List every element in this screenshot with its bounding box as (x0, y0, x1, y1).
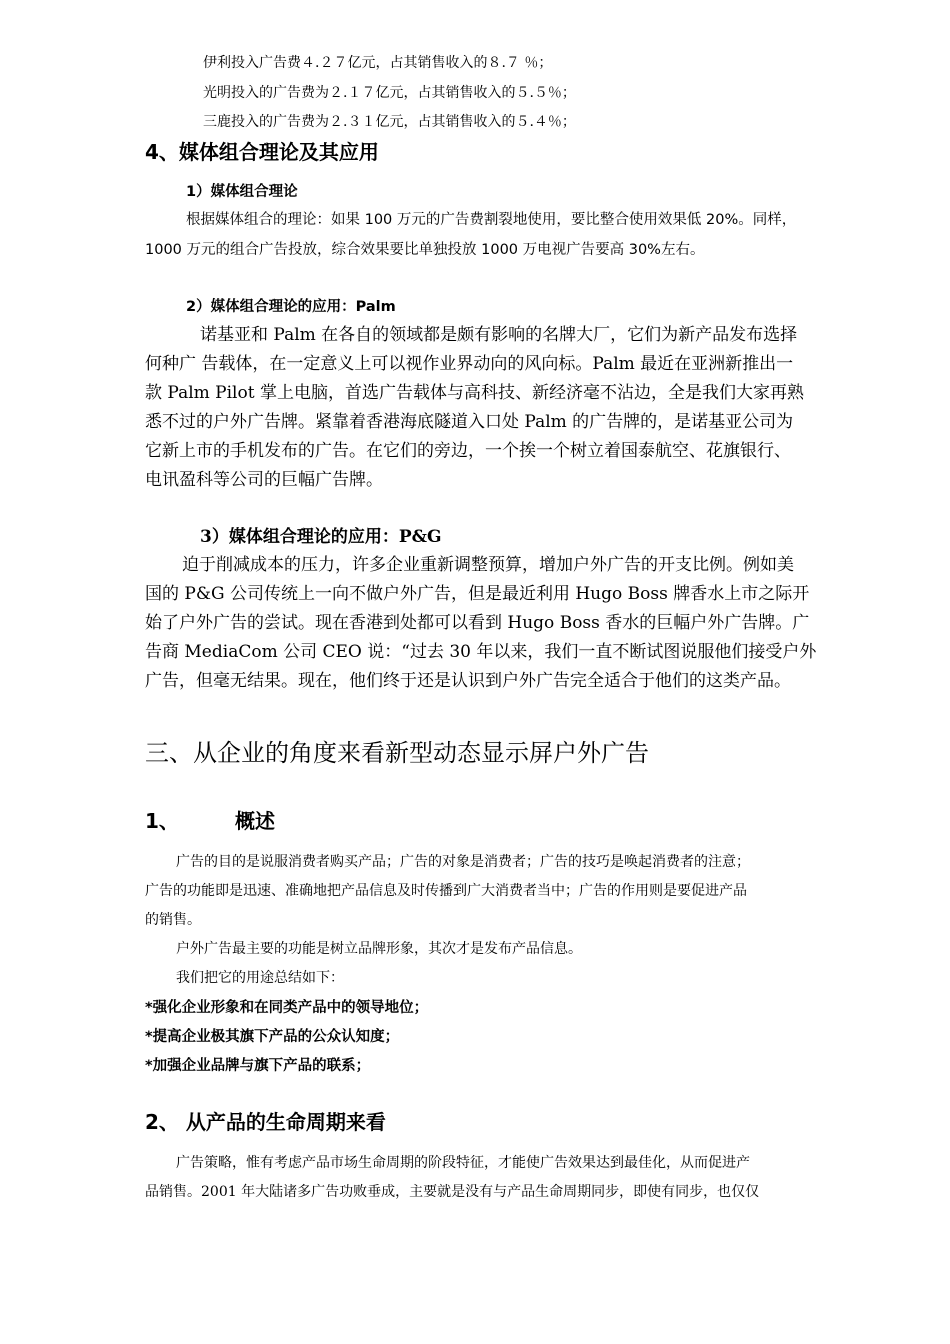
sub1-title: 1）媒体组合理论 (186, 184, 298, 200)
part2-line: 广告策略，惟有考虑产品市场生命周期的阶段特征，才能使广告效果达到最佳化，从而促进产 (176, 1155, 750, 1171)
sub3-title: 3）媒体组合理论的应用：P&G (200, 527, 442, 547)
bullet-item: *强化企业形象和在同类产品中的领导地位； (145, 1000, 429, 1016)
sub3-line: 广告，但毫无结果。现在，他们终于还是认识到户外广告完全适合于他们的这类产品。 (145, 671, 791, 691)
sub3-line: 始了户外广告的尝试。现在香港到处都可以看到 Hugo Boss 香水的巨幅户外广告牌。广 (145, 613, 810, 633)
sub2-line: 悉不过的户外广告牌。紧靠着香港海底隧道入口处 Palm 的广告牌的，是诺基亚公司为 (145, 412, 794, 432)
sub3-line: 国的 P&G 公司传统上一向不做户外广告，但是最近利用 Hugo Boss 牌香水上市之际开 (145, 584, 810, 604)
sub2-title: 2）媒体组合理论的应用：Palm (186, 299, 396, 315)
bullet-item: *加强企业品牌与旗下产品的联系； (145, 1058, 371, 1074)
sub2-line: 电讯盈科等公司的巨幅广告牌。 (145, 470, 383, 490)
bullet-item: *提高企业极其旗下产品的公众认知度； (145, 1029, 400, 1045)
part2-line: 品销售。2001 年大陆诸多广告功败垂成，主要就是没有与产品生命周期同步，即使有同步，也仅仅 (145, 1184, 760, 1200)
part1-line3: 我们把它的用途总结如下： (176, 970, 344, 986)
section4-heading: 4、媒体组合理论及其应用 (145, 140, 379, 164)
top-line-sanlu: 三鹿投入的广告费为２.３１亿元，占其销售收入的５.４％； (203, 114, 576, 130)
sub1-line: 1000 万元的组合广告投放，综合效果要比单独投放 1000 万电视广告要高 30%左右。 (145, 242, 705, 258)
part1-number: 1、 (145, 809, 179, 833)
top-line-guangming: 光明投入的广告费为２.１７亿元，占其销售收入的５.５％； (203, 85, 576, 101)
sub2-line: 何种广 告载体，在一定意义上可以视作业界动向的风向标。Palm 最近在亚洲新推出一 (145, 354, 794, 374)
sub2-line: 款 Palm Pilot 掌上电脑，首选广告载体与高科技、新经济毫不沾边，全是我们大家再熟 (145, 383, 804, 403)
sub2-line: 它新上市的手机发布的广告。在它们的旁边，一个挨一个树立着国泰航空、花旗银行、 (145, 441, 791, 461)
part2-heading: 2、 从产品的生命周期来看 (145, 1110, 386, 1134)
sub3-line: 迫于削减成本的压力，许多企业重新调整预算，增加户外广告的开支比例。例如美 (182, 555, 794, 575)
part1-para-line: 广告的目的是说服消费者购买产品；广告的对象是消费者；广告的技巧是唤起消费者的注意； (176, 854, 750, 870)
part1-para-line: 的销售。 (145, 912, 201, 928)
sub1-line: 根据媒体组合的理论：如果 100 万元的广告费割裂地使用，要比整合使用效果低 20%。同样， (186, 212, 797, 228)
part1-title: 概述 (235, 809, 275, 833)
sub2-line: 诺基亚和 Palm 在各自的领域都是颇有影响的名牌大厂，它们为新产品发布选择 (200, 325, 798, 345)
sub3-line: 告商 MediaCom 公司 CEO 说：“过去 30 年以来，我们一直不断试图说服他们接受户外 (145, 642, 817, 662)
part1-line2: 户外广告最主要的功能是树立品牌形象，其次才是发布产品信息。 (176, 941, 582, 957)
section3-heading: 三、从企业的角度来看新型动态显示屏户外广告 (145, 739, 649, 767)
top-line-yili: 伊利投入广告费４.２７亿元，占其销售收入的８.７ ％； (203, 55, 553, 71)
part1-para-line: 广告的功能即是迅速、准确地把产品信息及时传播到广大消费者当中；广告的作用则是要促进产品 (145, 883, 747, 899)
